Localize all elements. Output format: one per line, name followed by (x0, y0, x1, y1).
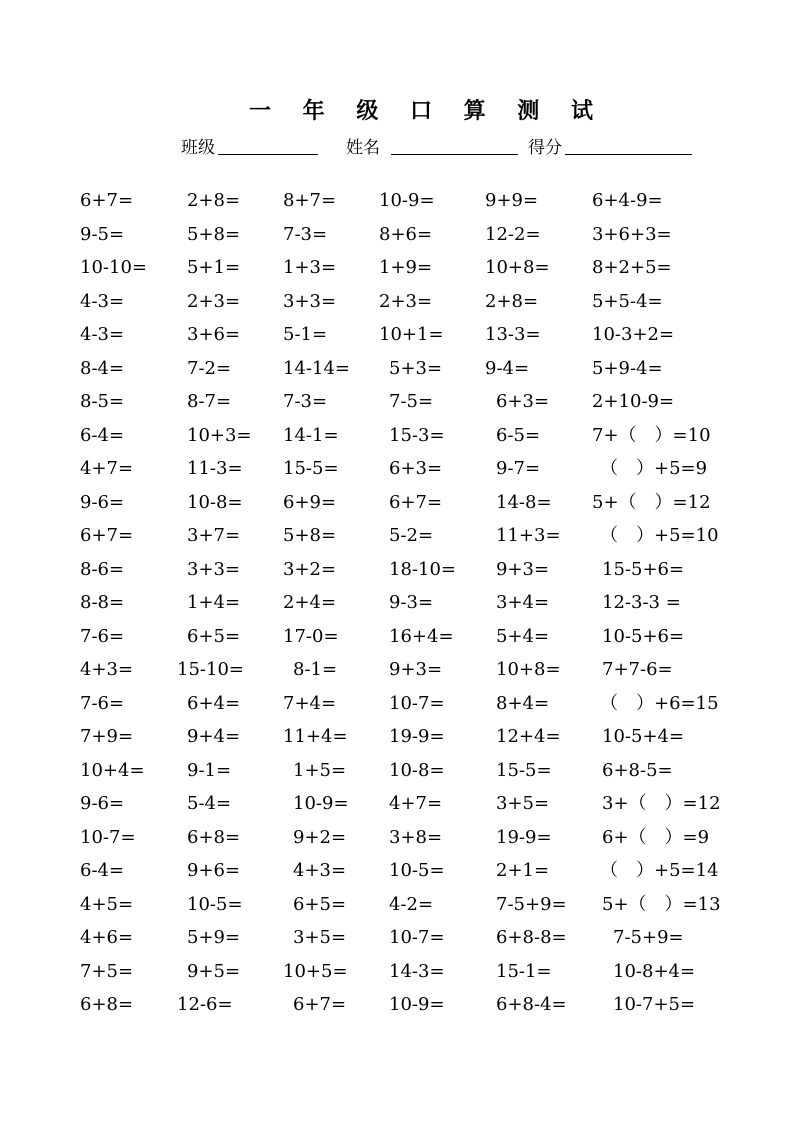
problem-row (0, 689, 794, 723)
problem-item: 8-8= (80, 592, 125, 613)
problem-item: 11+3= (496, 525, 561, 546)
problem-item: 7+5= (80, 960, 134, 982)
problem-item: 17-0= (283, 625, 339, 647)
name-label: 姓名 (346, 138, 380, 158)
problem-item: 4+3= (80, 659, 134, 680)
problem-item: 15-5= (283, 458, 339, 479)
problem-item: 8-7= (187, 391, 232, 412)
problem-item: 3+4= (496, 592, 550, 613)
problem-item: 6-4= (80, 424, 125, 446)
problem-row (0, 957, 794, 991)
problem-item: 10-5+4= (602, 726, 685, 747)
problem-item: 6+4-9= (592, 190, 663, 211)
problem-item: 10-9= (293, 793, 349, 814)
problem-item: 3+5= (293, 927, 347, 948)
problem-item: 7-5+9= (496, 893, 567, 915)
problem-item: 8-1= (293, 659, 338, 680)
problem-item: 9+2= (293, 826, 347, 848)
problem-row (0, 655, 794, 689)
problem-row (0, 220, 794, 254)
name-blank[interactable] (391, 154, 518, 155)
score-label: 得分 (528, 138, 562, 158)
problem-item: （ ）+5=14 (600, 860, 719, 881)
problem-item: 1+5= (293, 759, 347, 781)
problem-item: 5+9-4= (592, 357, 663, 379)
problem-item: 3+（ ）=12 (602, 793, 721, 814)
problem-item: 7+9= (80, 726, 134, 747)
problem-item: 5-1= (283, 324, 328, 345)
problem-item: 19-9= (389, 726, 445, 747)
problem-item: 8+4= (496, 692, 550, 714)
problem-item: 8-5= (80, 391, 125, 412)
problem-item: 4+7= (80, 458, 134, 479)
problem-row (0, 789, 794, 823)
problem-row (0, 186, 794, 220)
problem-row (0, 488, 794, 522)
problem-item: 2+1= (496, 860, 550, 881)
problem-item: 10-8= (389, 759, 445, 781)
problem-item: 5+8= (283, 525, 337, 546)
problem-item: 14-14= (283, 357, 350, 379)
problem-item: 9-6= (80, 491, 125, 513)
problem-row (0, 555, 794, 589)
problem-item: 15-1= (496, 960, 552, 982)
problem-row (0, 354, 794, 388)
problem-item: 9+9= (485, 190, 539, 211)
problem-item: 8-4= (80, 357, 125, 379)
problem-item: 6+4= (187, 692, 241, 714)
problem-item: 5+5-4= (592, 290, 663, 312)
problem-item: （ ）+6=15 (600, 692, 719, 714)
class-label: 班级 (181, 138, 215, 158)
problem-grid (0, 186, 794, 1024)
problem-item: 10-7= (80, 826, 136, 848)
page-title: 一 年 级 口 算 测 试 (249, 99, 605, 124)
problem-item: 6+（ ）=9 (602, 826, 710, 848)
problem-item: 6+9= (283, 491, 337, 513)
problem-item: 7+7-6= (602, 659, 673, 680)
problem-item: 10-8+4= (613, 960, 696, 982)
problem-item: 14-8= (496, 491, 552, 513)
problem-item: 5+4= (496, 625, 550, 647)
problem-item: 1+4= (187, 592, 241, 613)
problem-item: 5+（ ）=13 (602, 893, 721, 915)
problem-row (0, 923, 794, 957)
problem-item: 5-4= (187, 793, 232, 814)
problem-item: 6+8= (187, 826, 241, 848)
problem-item: 16+4= (389, 625, 454, 647)
problem-item: 8+7= (283, 190, 337, 211)
problem-item: 7-5= (389, 391, 434, 412)
problem-item: 9+5= (187, 960, 241, 982)
problem-item: 3+8= (389, 826, 443, 848)
problem-item: 3+3= (283, 290, 337, 312)
problem-item: 10+3= (187, 424, 252, 446)
problem-item: 9-4= (485, 357, 530, 379)
problem-item: 8-6= (80, 558, 125, 580)
problem-item: 10+8= (496, 659, 561, 680)
problem-item: 2+8= (187, 190, 241, 211)
problem-item: 15-5+6= (602, 558, 685, 580)
problem-item: 10-3+2= (592, 324, 675, 345)
problem-item: 7+4= (283, 692, 337, 714)
problem-item: 6+8-8= (496, 927, 567, 948)
problem-item: 4+6= (80, 927, 134, 948)
problem-item: 10+4= (80, 759, 145, 781)
problem-item: 18-10= (389, 558, 456, 580)
problem-item: 10+5= (283, 960, 348, 982)
problem-item: 10-5= (187, 893, 243, 915)
problem-item: 4+5= (80, 893, 134, 915)
problem-item: 5-2= (389, 525, 434, 546)
problem-item: 6+7= (80, 525, 134, 546)
problem-item: 4-3= (80, 290, 125, 312)
problem-item: 9-1= (187, 759, 232, 781)
problem-item: 9-5= (80, 223, 125, 245)
problem-item: 7-6= (80, 625, 125, 647)
problem-item: 15-10= (177, 659, 244, 680)
problem-item: 10-7= (389, 692, 445, 714)
problem-item: 5+8= (187, 223, 241, 245)
problem-item: 3+3= (187, 558, 241, 580)
problem-item: 10-7+5= (613, 994, 696, 1015)
problem-item: 11-3= (187, 458, 243, 479)
problem-item: 5+9= (187, 927, 241, 948)
problem-item: 6-5= (496, 424, 541, 446)
problem-item: 4+7= (389, 793, 443, 814)
problem-item: 7-3= (283, 223, 328, 245)
problem-item: 9+3= (496, 558, 550, 580)
problem-item: 6+8= (80, 994, 134, 1015)
problem-item: 5+（ ）=12 (592, 491, 711, 513)
problem-item: 6+7= (389, 491, 443, 513)
problem-row (0, 990, 794, 1024)
problem-item: 10-8= (187, 491, 243, 513)
student-info-row (0, 133, 794, 159)
problem-row (0, 253, 794, 287)
problem-row (0, 287, 794, 321)
problem-item: 6+8-5= (602, 759, 673, 781)
problem-item: 10-10= (80, 257, 147, 278)
problem-item: 10+1= (379, 324, 444, 345)
problem-item: 9+3= (389, 659, 443, 680)
problem-item: 2+8= (485, 290, 539, 312)
problem-row (0, 722, 794, 756)
problem-item: 5+1= (187, 257, 241, 278)
problem-item: 9+6= (187, 860, 241, 881)
problem-item: （ ）+5=9 (600, 458, 708, 479)
problem-row (0, 521, 794, 555)
problem-item: 5+3= (389, 357, 443, 379)
problem-item: （ ）+5=10 (600, 525, 719, 546)
problem-item: 2+3= (379, 290, 433, 312)
problem-item: 14-1= (283, 424, 339, 446)
problem-item: 6+7= (293, 994, 347, 1015)
problem-item: 3+5= (496, 793, 550, 814)
problem-row (0, 823, 794, 857)
problem-item: 10-5+6= (602, 625, 685, 647)
problem-item: 9-7= (496, 458, 541, 479)
problem-item: 6+3= (389, 458, 443, 479)
problem-item: 1+3= (283, 257, 337, 278)
problem-row (0, 421, 794, 455)
problem-item: 3+6+3= (592, 223, 672, 245)
problem-item: 13-3= (485, 324, 541, 345)
problem-item: 10-9= (389, 994, 445, 1015)
problem-row (0, 320, 794, 354)
problem-item: 2+4= (283, 592, 337, 613)
problem-item: 7-3= (283, 391, 328, 412)
problem-row (0, 387, 794, 421)
problem-item: 19-9= (496, 826, 552, 848)
problem-item: 1+9= (379, 257, 433, 278)
problem-item: 6+7= (80, 190, 134, 211)
problem-row (0, 856, 794, 890)
problem-item: 6+5= (187, 625, 241, 647)
problem-item: 10-9= (379, 190, 435, 211)
problem-item: 4-2= (389, 893, 434, 915)
problem-item: 7-6= (80, 692, 125, 714)
problem-item: 7+（ ）=10 (592, 424, 711, 446)
problem-item: 3+7= (187, 525, 241, 546)
problem-item: 9+4= (187, 726, 241, 747)
problem-item: 10-7= (389, 927, 445, 948)
problem-item: 9-3= (389, 592, 434, 613)
problem-item: 8+6= (379, 223, 433, 245)
problem-item: 7-2= (187, 357, 232, 379)
problem-row (0, 756, 794, 790)
problem-item: 15-5= (496, 759, 552, 781)
problem-item: 10-5= (389, 860, 445, 881)
problem-item: 8+2+5= (592, 257, 672, 278)
problem-item: 2+3= (187, 290, 241, 312)
problem-row (0, 454, 794, 488)
problem-item: 3+6= (187, 324, 241, 345)
problem-item: 4+3= (293, 860, 347, 881)
problem-item: 6+8-4= (496, 994, 567, 1015)
problem-item: 6+3= (496, 391, 550, 412)
problem-item: 12-3-3 = (602, 592, 681, 613)
problem-item: 9-6= (80, 793, 125, 814)
problem-item: 10+8= (485, 257, 550, 278)
problem-row (0, 890, 794, 924)
problem-item: 7-5+9= (613, 927, 684, 948)
problem-item: 6-4= (80, 860, 125, 881)
problem-item: 12-2= (485, 223, 541, 245)
problem-item: 3+2= (283, 558, 337, 580)
problem-item: 4-3= (80, 324, 125, 345)
problem-item: 15-3= (389, 424, 445, 446)
problem-item: 2+10-9= (592, 391, 675, 412)
problem-item: 6+5= (293, 893, 347, 915)
problem-row (0, 622, 794, 656)
problem-item: 11+4= (283, 726, 348, 747)
problem-item: 12-6= (177, 994, 233, 1015)
score-blank[interactable] (565, 154, 692, 155)
problem-item: 14-3= (389, 960, 445, 982)
class-blank[interactable] (218, 154, 318, 155)
problem-item: 12+4= (496, 726, 561, 747)
problem-row (0, 588, 794, 622)
